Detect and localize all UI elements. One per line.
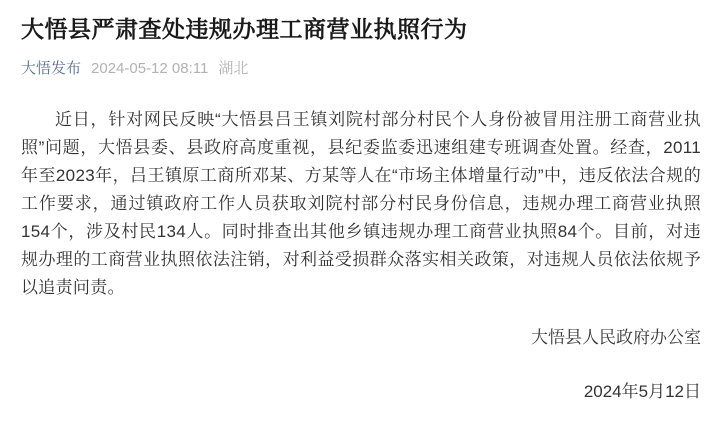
article-title: 大悟县严肃查处违规办理工商营业执照行为 <box>21 16 468 42</box>
article-meta <box>21 59 701 79</box>
article-body-paragraph: 近日，针对网民反映“大悟县吕王镇刘院村部分村民个人身份被冒用注册工商营业执照”问题，大悟县委、县政府高度重视，县纪委监委迅速组建专班调查处置。经查，2011年至2023年，吕王镇原工商所邓某、方某等人在“市场主体增量行动”中，违反依法合规的工作要求，通过镇政府工作人员获取刘院村部分村民身份信息，违规办理工商营业执照154个，涉及村民134人。同时排查出其他乡镇违规办理工商营业执照84个。目前，对违规办理的工商营业执照依法注销，对利益受损群众落实相关政策，对违规人员依法依规予以追责问责。 <box>21 110 701 298</box>
signature-office: 大悟县人民政府办公室 <box>531 328 701 348</box>
publish-time: 2024-05-12 08:11 <box>91 60 209 78</box>
account-name-link[interactable]: 大悟发布 <box>21 60 82 78</box>
signature-date: 2024年5月12日 <box>583 382 701 402</box>
publish-location: 湖北 <box>218 60 249 78</box>
